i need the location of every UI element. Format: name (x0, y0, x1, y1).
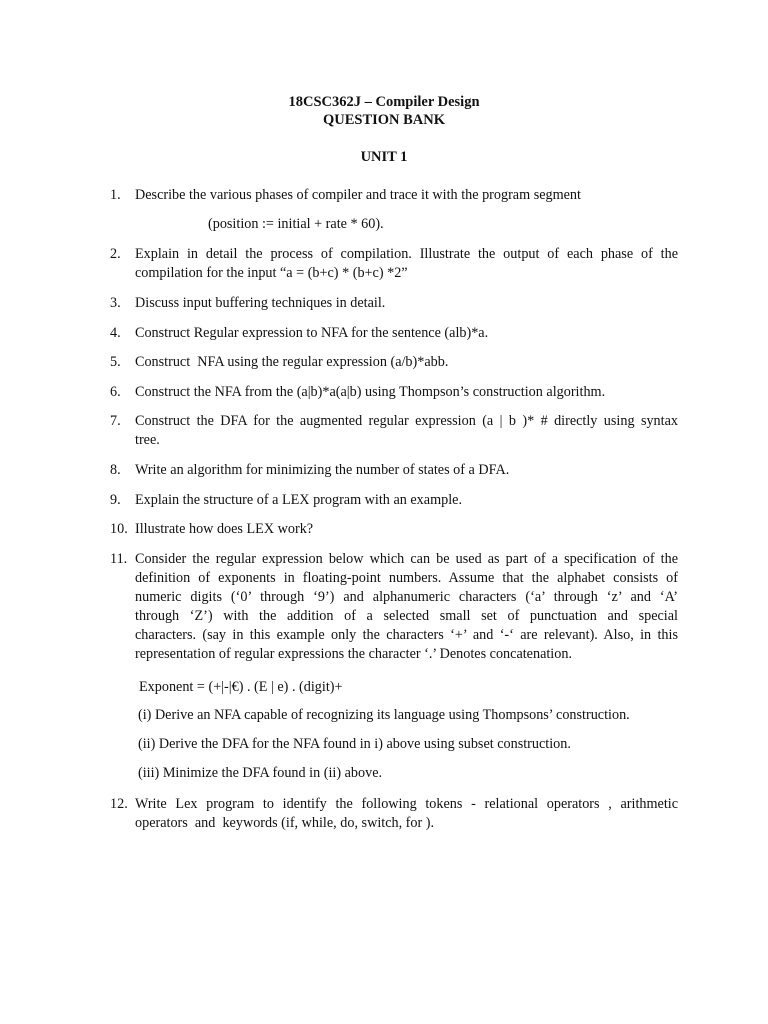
question-number: 2. (110, 246, 121, 262)
question-text-line-4: through ‘Z’) with the addition of a selected small set of punctuation and special (135, 608, 678, 624)
question-3 (110, 294, 678, 313)
question-text-line-2: definition of exponents in floating-point numbers. Assume that the alphabet consists of (135, 570, 678, 586)
question-number: 5. (110, 354, 121, 370)
question-text: Illustrate how does LEX work? (135, 521, 314, 537)
question-text: Explain the structure of a LEX program with an example. (135, 492, 462, 508)
question-number: 11. (110, 551, 128, 567)
question-number: 4. (110, 325, 121, 341)
question-text: Construct the NFA from the (a|b)*a(a|b) using Thompson’s construction algorithm. (135, 384, 606, 400)
course-title: 18CSC362J – Compiler Design (288, 94, 480, 110)
question-10 (110, 520, 678, 539)
question-8 (110, 461, 678, 480)
question-9 (110, 491, 678, 510)
question-11 (110, 550, 678, 664)
sub-question-i: (i) Derive an NFA capable of recognizing its language using Thompsons’ construction. (138, 707, 630, 723)
question-number: 12. (110, 796, 128, 812)
question-2 (110, 245, 678, 283)
question-text: Construct NFA using the regular expression (a/b)*abb. (135, 354, 449, 370)
question-7 (110, 412, 678, 450)
question-number: 9. (110, 492, 121, 508)
question-text: Discuss input buffering techniques in detail. (135, 295, 386, 311)
exponent-expression: Exponent = (+|-|€) . (E | e) . (digit)+ (139, 679, 343, 695)
program-segment: (position := initial + rate * 60). (208, 216, 384, 232)
question-1 (110, 186, 678, 205)
question-5 (110, 353, 678, 372)
question-text-line-3: numeric digits (‘0’ through ‘9’) and alphanumeric characters (‘a’ through ‘z’ and ‘A’ (135, 589, 678, 605)
question-text-line-1: Explain in detail the process of compilation. Illustrate the output of each phase of the (135, 246, 678, 262)
question-text: Construct Regular expression to NFA for the sentence (alb)*a. (135, 325, 489, 341)
question-text-line-2: operators and keywords (if, while, do, switch, for ). (135, 815, 435, 831)
question-4 (110, 324, 678, 343)
question-text-line-1: Construct the DFA for the augmented regular expression (a | b )* # directly using syntax (135, 413, 678, 429)
unit-heading: UNIT 1 (360, 149, 408, 165)
question-text-line-6: representation of regular expressions the character ‘.’ Denotes concatenation. (135, 646, 572, 662)
question-6 (110, 383, 678, 402)
question-text-line-1: Write Lex program to identify the following tokens - relational operators , arithmetic (135, 796, 678, 812)
sub-question-ii: (ii) Derive the DFA for the NFA found in i) above using subset construction. (138, 736, 571, 752)
question-text-line-2: compilation for the input “a = (b+c) * (b+c) *2” (135, 265, 408, 281)
question-number: 7. (110, 413, 121, 429)
question-text-line-2: tree. (135, 432, 160, 448)
question-number: 10. (110, 521, 128, 537)
question-text-line-5: characters. (say in this example only the characters ‘+’ and ‘-‘ are relevant). Also, in this (135, 627, 678, 643)
question-bank-heading: QUESTION BANK (322, 112, 446, 128)
question-number: 3. (110, 295, 121, 311)
question-number: 1. (110, 187, 121, 203)
question-number: 8. (110, 462, 121, 478)
sub-question-iii: (iii) Minimize the DFA found in (ii) above. (138, 765, 383, 781)
question-text-line-1: Consider the regular expression below which can be used as part of a specification of the (135, 551, 678, 567)
question-text: Describe the various phases of compiler and trace it with the program segment (135, 187, 581, 203)
question-number: 6. (110, 384, 121, 400)
question-text: Write an algorithm for minimizing the number of states of a DFA. (135, 462, 510, 478)
question-12 (110, 795, 678, 833)
